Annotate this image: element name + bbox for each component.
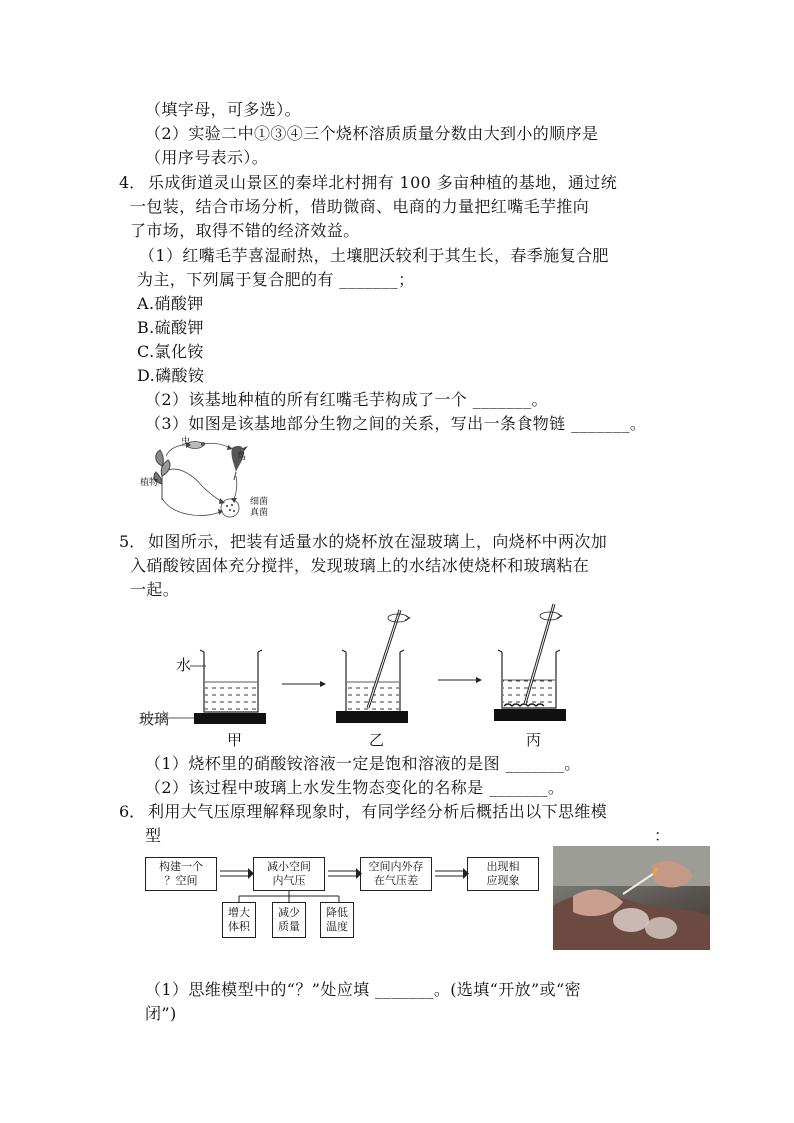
- q4-stem-line3: 了市场，取得不错的经济效益。: [130, 221, 360, 240]
- q4-stem-line1: 乐成街道灵山景区的秦垟北村拥有 100 多亩种植的基地，通过统: [148, 173, 618, 192]
- q6-sub1-line1: （1）思维模型中的“？”处应填 _______。(选填“开放”或“密: [145, 980, 582, 999]
- q3-tail-line3: （用序号表示）。: [145, 148, 269, 167]
- q4-stem-line2: 一包装，结合市场分析，借助微商、电商的力量把红嘴毛芋推向: [130, 197, 590, 216]
- q5-stem-line1: 如图所示，把装有适量水的烧杯放在湿玻璃上，向烧杯中两次加: [148, 532, 608, 551]
- label-insect: 虫: [181, 437, 191, 447]
- q6-sub1-line2: 闭”): [145, 1004, 177, 1023]
- method-box-lower-temp: 降低 温度: [320, 902, 354, 938]
- label-bacteria: 细菌: [250, 497, 269, 507]
- q5-sub1: （1）烧杯里的硝酸铵溶液一定是饱和溶液的是图 _______。: [145, 754, 581, 773]
- flowchart-connectors: [140, 850, 550, 910]
- q4-option-d: D.磷酸铵: [137, 366, 205, 385]
- q3-tail-line1: （填字母，可多选）。: [145, 100, 302, 119]
- beaker-bing: [494, 604, 566, 721]
- label-glass: 玻璃: [139, 710, 170, 728]
- label-bird: 鸟: [237, 452, 247, 462]
- cupping-photo: [553, 846, 710, 950]
- flow-box-reduce-pressure: 减小空间 内气压: [253, 857, 325, 891]
- caption-bing: 丙: [526, 731, 542, 749]
- plant-icon: [154, 450, 170, 500]
- flow-box-build-space: 构建一个 ？空间: [145, 857, 217, 891]
- q5-stem-line2: 入硝酸铵固体充分搅拌，发现玻璃上的水结冰使烧杯和玻璃粘在: [130, 556, 590, 575]
- label-plant: 植物: [140, 478, 159, 488]
- beaker-yi: [336, 610, 410, 723]
- method-box-increase-volume: 增大 体积: [222, 902, 256, 938]
- q4-sub2: （2）该基地种植的所有红嘴毛芋构成了一个 _______。: [145, 390, 548, 409]
- q6-stem-line2: 型: [145, 826, 162, 845]
- flow-box-pressure-diff: 空间内外存 在气压差: [360, 857, 432, 891]
- arrow-right-icon: [438, 677, 482, 683]
- caption-jia: 甲: [227, 731, 243, 749]
- label-water: 水: [176, 656, 192, 674]
- q4-number: 4．: [119, 173, 146, 192]
- q4-option-a: A.硝酸钾: [137, 294, 204, 313]
- q5-stem-line3: 一起。: [130, 580, 180, 599]
- q5-number: 5．: [119, 532, 146, 551]
- q4-sub1-line2: 为主，下列属于复合肥的有 _______；: [137, 270, 415, 289]
- arrow-right-icon: [282, 681, 326, 687]
- q3-tail-line2: （2）实验二中①③④三个烧杯溶质质量分数由大到小的顺序是: [145, 124, 599, 143]
- q4-sub1-line1: （1）红嘴毛芋喜湿耐热，土壤肥沃较利于其生长，春季施复合肥: [139, 246, 609, 265]
- beaker-jia: [194, 650, 266, 724]
- method-box-reduce-mass: 减少 质量: [272, 902, 306, 938]
- caption-yi: 乙: [369, 731, 385, 749]
- q5-sub2: （2）该过程中玻璃上水发生物态变化的名称是 _______。: [145, 778, 565, 797]
- flow-box-phenomenon: 出现相 应现象: [467, 857, 539, 891]
- q6-stem-colon: ：: [654, 826, 671, 845]
- q4-option-c: C.氯化铵: [137, 342, 204, 361]
- q6-stem-line1: 利用大气压原理解释现象时，有同学经分析后概括出以下思维模: [148, 802, 608, 821]
- q4-sub3: （3）如图是该基地部分生物之间的关系，写出一条食物链 _______。: [145, 414, 647, 433]
- label-fungi: 真菌: [250, 508, 269, 518]
- beaker-experiment-diagram: [140, 600, 580, 730]
- q6-number: 6．: [119, 802, 146, 821]
- q4-option-b: B.硫酸钾: [137, 318, 204, 337]
